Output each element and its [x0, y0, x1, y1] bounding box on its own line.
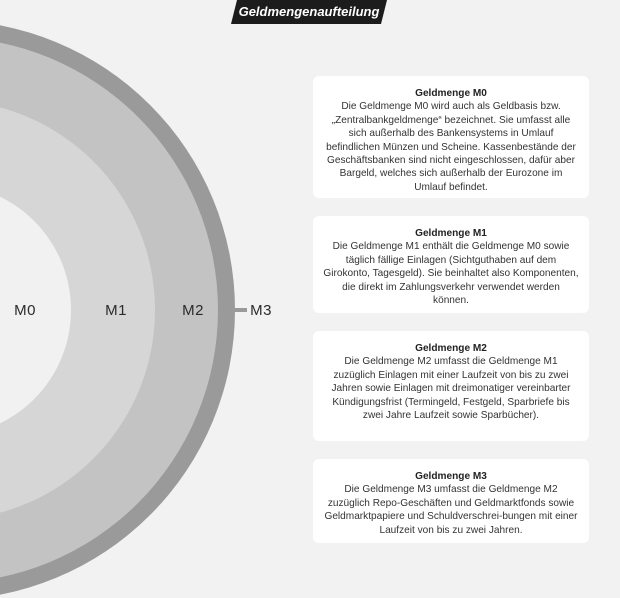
card-m2: [313, 331, 589, 441]
label-m0: M0: [14, 302, 36, 319]
label-m2: M2: [182, 302, 204, 319]
card-m1: [313, 216, 589, 313]
card-m0-title: Geldmenge M0: [415, 88, 487, 99]
label-m1: M1: [105, 302, 127, 319]
card-m0: [313, 76, 589, 198]
label-m3: M3: [250, 302, 272, 319]
card-m3-text: Die Geldmenge M3 umfasst die Geldmenge M2 zuzüglich Repo-Geschäften und Geldmarktfonds sowie Geldmarktpapiere und Schuldverschrei-bungen mit einer Laufzeit von bis zu zwei Jahren.: [324, 484, 578, 536]
card-m2-text: Die Geldmenge M2 umfasst die Geldmenge M1 zuzüglich Einlagen mit einer Laufzeit von bis zu zwei Jahren sowie Einlagen mit dreimonatiger vereinbarter Kündigungsfrist (Termingeld, Festgeld, Sparbriefe bis zwei Jahre Laufzeit sowie Sparbücher).: [331, 356, 571, 422]
page-title: Geldmengenaufteilung: [238, 4, 380, 19]
card-m3: [313, 459, 589, 543]
card-m3-title: Geldmenge M3: [415, 471, 487, 482]
card-m0-text: Die Geldmenge M0 wird auch als Geldbasis bzw. „Zentralbankgeldmenge“ bezeichnet. Sie umfasst alle sich außerhalb des Bankensystems in Umlauf befindlichen Münzen und Scheine. Kassenbestände der Geschäftsbanken sind nicht eingeschlossen, dafür aber Bargeld, welches sich außerhalb der Eurozone im Umlauf befindet.: [326, 101, 576, 193]
card-m2-title: Geldmenge M2: [415, 343, 487, 354]
card-m1-title: Geldmenge M1: [415, 228, 487, 239]
card-m1-text: Die Geldmenge M1 enthält die Geldmenge M0 sowie täglich fällige Einlagen (Sichtguthaben auf dem Girokonto, Tagesgeld). Sie beinhaltet also Komponenten, die direkt im Zahlungsverkehr verwendet werden können.: [323, 241, 579, 307]
